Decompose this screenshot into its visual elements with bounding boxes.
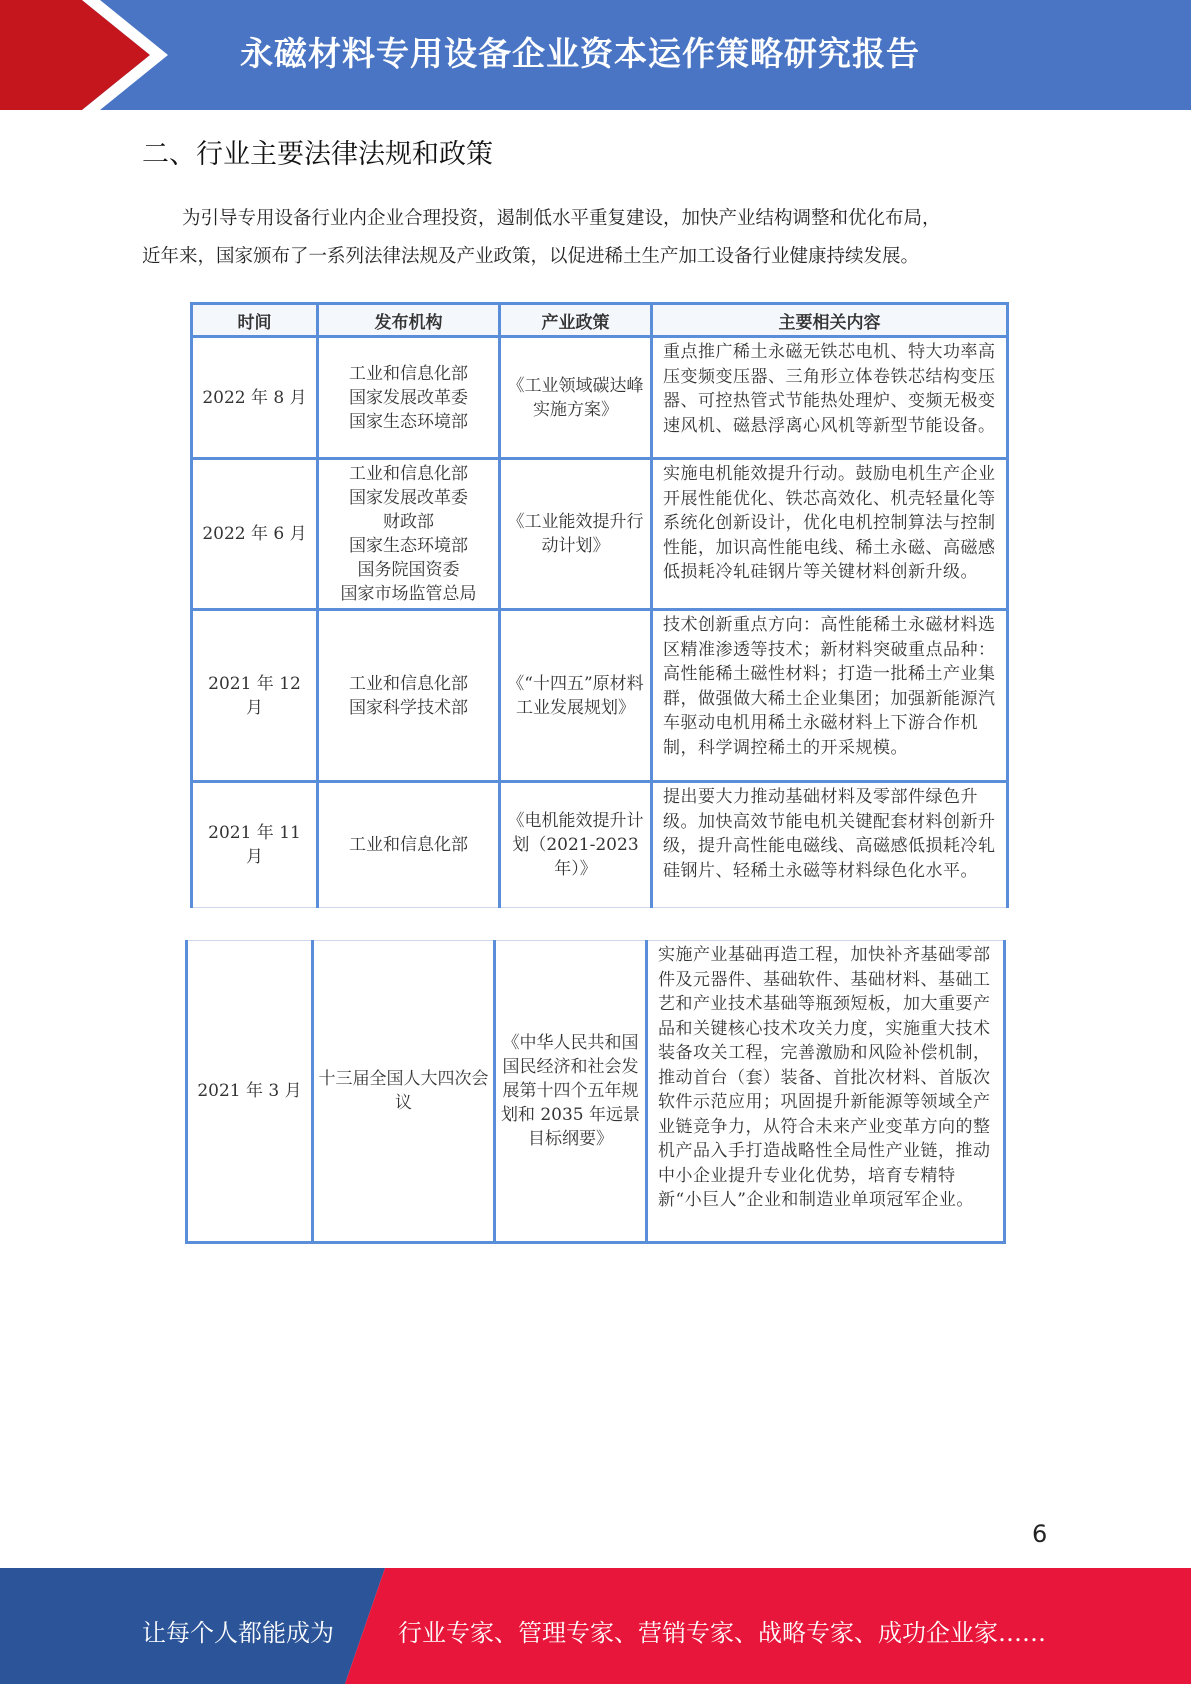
row-org: [318, 782, 500, 908]
org-item: 十三届全国人大四次会议: [318, 1069, 489, 1113]
page-number: 6: [1032, 1520, 1048, 1548]
row-date: 2021 年 3 月: [187, 941, 313, 1243]
row-policy: 《“十四五”原材料工业发展规划》: [500, 610, 652, 782]
table-row: [192, 782, 1008, 908]
header-org: 发布机构: [318, 304, 500, 337]
row-org: [318, 610, 500, 782]
section-heading: 二、行业主要法律法规和政策: [142, 139, 493, 170]
org-item: 国务院国资委: [357, 560, 460, 580]
table-row: [192, 459, 1008, 610]
row-org: [318, 459, 500, 610]
row-content: 提出要大力推动基础材料及零部件绿色升级。加快高效节能电机关键配套材料创新升级，提升高性能电磁线、高磁感低损耗冷轧硅钢片、轻稀土永磁等材料绿色化水平。: [652, 782, 1008, 908]
footer-slogan-right: 行业专家、管理专家、营销专家、战略专家、成功企业家……: [398, 1619, 1046, 1647]
intro-paragraph: [142, 200, 1042, 276]
row-content: 重点推广稀土永磁无铁芯电机、特大功率高压变频变压器、三角形立体卷铁芯结构变压器、可控热管式节能热处理炉、变频无极变速风机、磁悬浮离心风机等新型节能设备。: [652, 337, 1008, 459]
table-row: [187, 941, 1005, 1243]
row-content: 技术创新重点方向：高性能稀土永磁材料选区精准渗透等技术；新材料突破重点品种：高性能稀土磁性材料；打造一批稀土产业集群，做强做大稀土企业集团；加强新能源汽车驱动电机用稀土永磁材料上下游合作机制，科学调控稀土的开采规模。: [652, 610, 1008, 782]
policy-table-continued: [185, 940, 1006, 1244]
org-item: 财政部: [383, 512, 434, 532]
row-policy: 《工业能效提升行动计划》: [500, 459, 652, 610]
org-item: 工业和信息化部: [349, 464, 468, 484]
row-date: 2022 年 6 月: [192, 459, 318, 610]
row-policy: 《中华人民共和国国民经济和社会发展第十四个五年规划和 2035 年远景目标纲要》: [495, 941, 647, 1243]
row-policy: 《工业领域碳达峰实施方案》: [500, 337, 652, 459]
row-content: 实施电机能效提升行动。鼓励电机生产企业开展性能优化、铁芯高效化、机壳轻量化等系统化创新设计，优化电机控制算法与控制性能，加识高性能电线、稀土永磁、高磁感低损耗冷轧硅钢片等关键材料创新升级。: [652, 459, 1008, 610]
row-org: [318, 337, 500, 459]
org-item: 国家发展改革委: [349, 488, 468, 508]
header-policy: 产业政策: [500, 304, 652, 337]
org-item: 工业和信息化部: [349, 835, 468, 855]
row-org: [313, 941, 495, 1243]
table-row: [192, 610, 1008, 782]
org-item: 国家生态环境部: [349, 411, 468, 432]
table-row: [192, 337, 1008, 459]
row-policy: 《电机能效提升计划（2021-2023年）》: [500, 782, 652, 908]
footer-slogan-left: 让每个人都能成为: [142, 1619, 334, 1647]
org-item: 工业和信息化部: [349, 363, 468, 384]
org-item: 国家市场监管总局: [340, 584, 477, 604]
org-item: 国家生态环境部: [349, 536, 468, 556]
policy-table: [190, 302, 1009, 908]
org-item: 国家科学技术部: [349, 697, 468, 718]
header-date: 时间: [192, 304, 318, 337]
row-date: 2022 年 8 月: [192, 337, 318, 459]
intro-line-2: 近年来，国家颁布了一系列法律法规及产业政策，以促进稀土生产加工设备行业健康持续发展。: [142, 246, 920, 267]
row-date: 2021 年 12 月: [192, 610, 318, 782]
header-band: [0, 0, 1191, 110]
row-date: 2021 年 11 月: [192, 782, 318, 908]
header-content: 主要相关内容: [652, 304, 1008, 337]
row-content: 实施产业基础再造工程，加快补齐基础零部件及元器件、基础软件、基础材料、基础工艺和产业技术基础等瓶颈短板，加大重要产品和关键核心技术攻关力度，实施重大技术装备攻关工程，完善激励和风险补偿机制，推动首台（套）装备、首批次材料、首版次软件示范应用；巩固提升新能源等领域全产业链竞争力，从符合未来产业变革方向的整机产品入手打造战略性全局性产业链，推动中小企业提升专业化优势，培育专精特新“小巨人”企业和制造业单项冠军企业。: [647, 941, 1005, 1243]
report-title: 永磁材料专用设备企业资本运作策略研究报告: [240, 34, 920, 73]
org-item: 工业和信息化部: [349, 673, 468, 694]
org-item: 国家发展改革委: [349, 387, 468, 408]
intro-line-1: 为引导专用设备行业内企业合理投资，遏制低水平重复建设，加快产业结构调整和优化布局，: [182, 208, 941, 229]
table-header-row: [192, 304, 1008, 337]
